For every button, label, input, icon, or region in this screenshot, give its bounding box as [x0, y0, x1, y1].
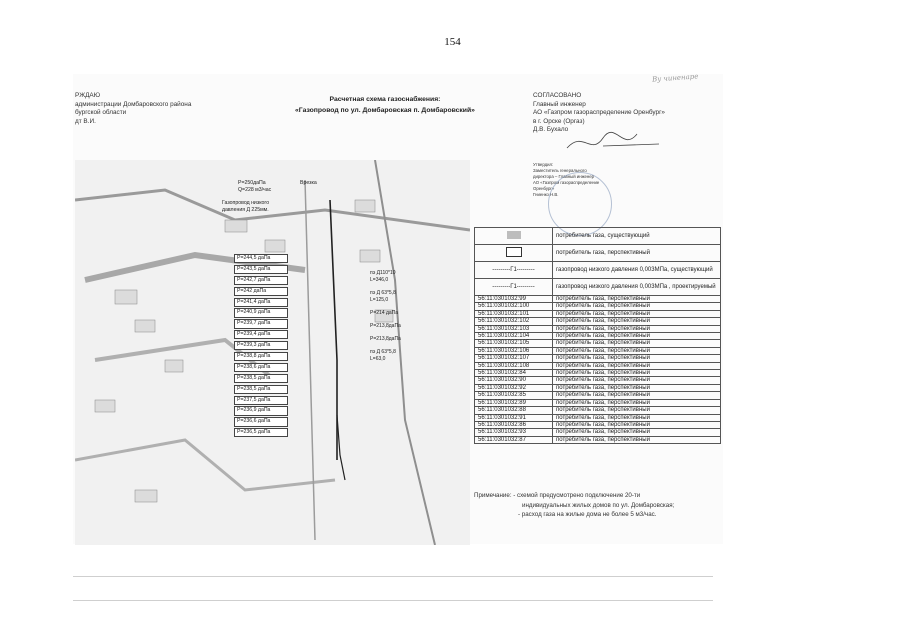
building-existing — [95, 400, 115, 412]
plot-row — [475, 333, 721, 340]
approval-left-line: дт В.И. — [75, 117, 96, 125]
legend-text: потребитель газа, существующий — [553, 228, 721, 245]
plot-cadastral-id: 56:11:0301032:101 — [475, 310, 553, 317]
note-line: индивидуальных жилых домов по ул. Домбаровская; — [522, 501, 675, 509]
scheme-title-line: «Газопровод по ул. Домбаровская п. Домбаровский» — [295, 107, 475, 114]
branch-pressure-label: Р=213,8даПа — [370, 336, 401, 342]
legend-symbol-cell: ---------Г1--------- — [475, 279, 553, 296]
plot-description: потребитель газа, перспективный — [553, 340, 721, 347]
branch-gas-pipe — [337, 415, 345, 480]
pressure-label: Р=236,9 даПа — [234, 406, 288, 415]
tie-in-label: Врезка — [300, 180, 317, 187]
plot-description: потребитель газа, перспективный — [553, 392, 721, 399]
plot-cadastral-id: 56:11:0301032:88 — [475, 407, 553, 414]
note-block — [474, 491, 674, 520]
legend-row — [475, 228, 721, 245]
legend-row — [475, 262, 721, 279]
plot-cadastral-id: 56:11:0301032:90 — [475, 377, 553, 384]
terrain-road — [75, 440, 335, 490]
stamp-line: Гниенко Н.В. — [533, 192, 559, 197]
legend-row — [475, 279, 721, 296]
plot-description: потребитель газа, перспективный — [553, 377, 721, 384]
plot-description: потребитель газа, перспективный — [553, 303, 721, 310]
footer-rule — [73, 600, 713, 601]
legend-text: потребитель газа, перспективный — [553, 245, 721, 262]
stamp-line: директора – Главный инженер — [533, 174, 594, 179]
legend-table — [474, 227, 721, 444]
pressure-label: Р=236,6 даПа — [234, 417, 288, 426]
plot-row — [475, 414, 721, 421]
plot-cadastral-id: 56:11:0301032:103 — [475, 325, 553, 332]
plot-description: потребитель газа, перспективный — [553, 318, 721, 325]
pressure-label: Р=239,4 даПа — [234, 330, 288, 339]
branch-labels — [370, 270, 401, 369]
prospective-consumer-symbol — [506, 247, 522, 257]
plot-cadastral-id: 56:11:0301032:87 — [475, 436, 553, 443]
plot-description: потребитель газа, перспективный — [553, 355, 721, 362]
stamp-line: АО «Газпром газораспределение — [533, 180, 600, 185]
plot-description: потребитель газа, перспективный — [553, 399, 721, 406]
plot-row — [475, 303, 721, 310]
approval-right-line: Главный инженер — [533, 100, 586, 108]
plot-cadastral-id: 56:11:0301032:86 — [475, 421, 553, 428]
plot-row — [475, 421, 721, 428]
main-pipe-length: L=346,0 — [370, 277, 389, 283]
plot-cadastral-id: 56:11:0301032:104 — [475, 333, 553, 340]
branch-pipe-length: L=125,0 — [370, 297, 389, 303]
stamp-line: Оренбург» — [533, 186, 555, 191]
legend-symbol-cell — [475, 228, 553, 245]
pressure-label: Р=239,7 даПа — [234, 319, 288, 328]
building-existing — [265, 240, 285, 252]
building-existing — [135, 320, 155, 332]
approval-left-line: администрации Домбаровского района — [75, 100, 192, 108]
pressure-label: Р=237,5 даПа — [234, 396, 288, 405]
plot-row — [475, 370, 721, 377]
approval-left-line: бургской области — [75, 109, 127, 117]
pressure-label: Р=241,4 даПа — [234, 298, 288, 307]
pipeline-label: Газопровод низкого — [222, 199, 270, 206]
branch-pressure-label: Р=214 даПа — [370, 310, 399, 316]
branch-pressure-label: Р=213,8даПа — [370, 323, 401, 329]
existing-consumer-symbol — [507, 231, 521, 239]
stamp-line: Заместитель генерального — [533, 168, 587, 173]
plot-cadastral-id: 56:11:0301032:99 — [475, 296, 553, 303]
plot-row — [475, 436, 721, 443]
building-existing — [360, 250, 380, 262]
plot-description: потребитель газа, перспективный — [553, 370, 721, 377]
approval-right-line: СОГЛАСОВАНО — [533, 92, 582, 99]
scheme-title — [270, 94, 500, 116]
plot-row — [475, 310, 721, 317]
plot-description: потребитель газа, перспективный — [553, 421, 721, 428]
signature-scribble — [563, 126, 673, 158]
page-number: 154 — [444, 36, 461, 48]
approval-right-line: Д.В. Бухало — [533, 126, 569, 134]
supply-labels — [146, 180, 317, 214]
building-existing — [165, 360, 183, 372]
plot-cadastral-id: 56:11:0301032:92 — [475, 384, 553, 391]
pressure-label: Р=242,7 даПа — [234, 276, 288, 285]
plot-row — [475, 429, 721, 436]
approval-right-line: АО «Газпром газораспределение Оренбург» — [533, 109, 665, 117]
plot-row — [475, 392, 721, 399]
plot-row — [475, 362, 721, 369]
plot-cadastral-id: 56:11:0301032:106 — [475, 347, 553, 354]
plot-cadastral-id: 56:11:0301032:108 — [475, 362, 553, 369]
plot-description: потребитель газа, перспективный — [553, 429, 721, 436]
plot-description: потребитель газа, перспективный — [553, 325, 721, 332]
pressure-label-list — [234, 254, 288, 437]
approval-right-line: в г. Орске (Оргаз) — [533, 117, 585, 125]
plot-description: потребитель газа, перспективный — [553, 347, 721, 354]
pressure-label: Р=238,5 даПа — [234, 385, 288, 394]
plot-row — [475, 296, 721, 303]
plot-row — [475, 377, 721, 384]
plot-cadastral-id: 56:11:0301032:100 — [475, 303, 553, 310]
plot-row — [475, 325, 721, 332]
pressure-label: Р=239,3 даПа — [234, 341, 288, 350]
scheme-title-line: Расчетная схема газоснабжения: — [329, 96, 441, 103]
plot-description: потребитель газа, перспективный — [553, 333, 721, 340]
plot-cadastral-id: 56:11:0301032:89 — [475, 399, 553, 406]
plot-description: потребитель газа, перспективный — [553, 407, 721, 414]
pipeline-label: давления Д 225мм. — [222, 206, 269, 213]
plot-cadastral-id: 56:11:0301032:84 — [475, 370, 553, 377]
building-existing — [355, 200, 375, 212]
plot-row — [475, 340, 721, 347]
pressure-label: Р=238,6 даПа — [234, 363, 288, 372]
plot-description: потребитель газа, перспективный — [553, 436, 721, 443]
pressure-label: Р=243,5 даПа — [234, 265, 288, 274]
building-existing — [225, 220, 247, 232]
plot-row — [475, 384, 721, 391]
plot-row — [475, 355, 721, 362]
plot-description: потребитель газа, перспективный — [553, 414, 721, 421]
supply-flow-label: Q=228 м3/час — [238, 187, 272, 194]
plot-description: потребитель газа, перспективный — [553, 362, 721, 369]
handwritten-note: Ву чиненаре — [651, 72, 699, 84]
branch-pipe-length: L=63,0 — [370, 356, 386, 362]
plot-row — [475, 399, 721, 406]
pressure-label: Р=242 даПа — [234, 287, 288, 296]
plot-description: потребитель газа, перспективный — [553, 296, 721, 303]
pressure-label: Р=240,9 даПа — [234, 308, 288, 317]
supply-pressure-label: Р=250даПа — [238, 180, 266, 186]
plot-description: потребитель газа, перспективный — [553, 310, 721, 317]
plot-rows — [475, 296, 721, 444]
approval-left-line: РЖДАЮ — [75, 92, 101, 99]
plot-cadastral-id: 56:11:0301032:105 — [475, 340, 553, 347]
legend-symbol-cell: ---------Г1--------- — [475, 262, 553, 279]
plot-cadastral-id: 56:11:0301032:107 — [475, 355, 553, 362]
branch-pipe-label: пэ Д 63*5,8 — [370, 349, 396, 355]
pressure-label: Р=236,5 даПа — [234, 428, 288, 437]
legend-row — [475, 245, 721, 262]
plot-cadastral-id: 56:11:0301032:102 — [475, 318, 553, 325]
legend-text: газопровод низкого давления 0,003МПа, существующий — [553, 262, 721, 279]
building-existing — [135, 490, 157, 502]
pressure-label: Р=244,5 даПа — [234, 254, 288, 263]
plot-row — [475, 318, 721, 325]
legend-text: газопровод низкого давления 0,003МПа , проектируемый — [553, 279, 721, 296]
main-gas-pipe — [330, 200, 337, 460]
plot-row — [475, 347, 721, 354]
plot-cadastral-id: 56:11:0301032:91 — [475, 414, 553, 421]
legend-symbol-cell — [475, 245, 553, 262]
plot-description: потребитель газа, перспективный — [553, 384, 721, 391]
building-existing — [115, 290, 137, 304]
plot-cadastral-id: 56:11:0301032:85 — [475, 392, 553, 399]
footer-rule — [73, 576, 713, 577]
note-line: - расход газа на жилые дома не более 5 м3/час. — [518, 511, 657, 518]
stamp-line: Утвердил: — [533, 162, 554, 167]
branch-pipe-label: пэ Д 63*5,8 — [370, 290, 396, 296]
pressure-label: Р=238,5 даПа — [234, 374, 288, 383]
plot-row — [475, 407, 721, 414]
approval-block-left — [75, 92, 191, 126]
note-line: Примечание: - схемой предусмотрено подключение 20-ти — [474, 492, 641, 499]
main-pipe-label: пэ Д110*10 — [370, 270, 396, 276]
plot-cadastral-id: 56:11:0301032:93 — [475, 429, 553, 436]
pressure-label: Р=238,8 даПа — [234, 352, 288, 361]
street-boundary — [305, 180, 315, 540]
